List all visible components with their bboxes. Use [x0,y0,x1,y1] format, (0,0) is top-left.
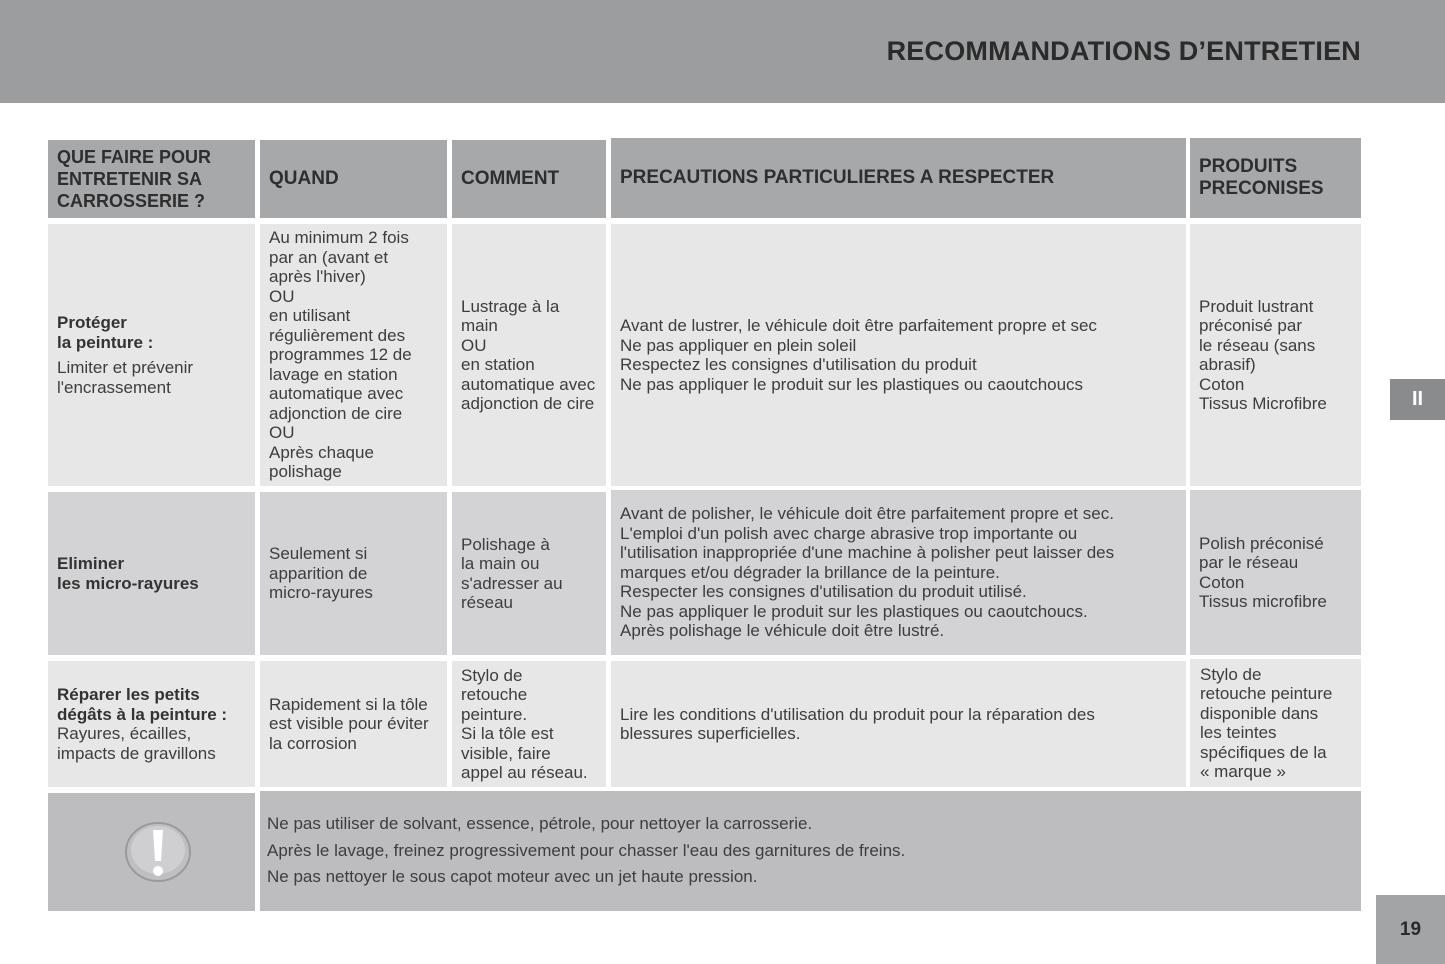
row1-when-line: lavage en station [269,364,398,384]
row3-precautions [611,661,1186,787]
row2-precautions-line: L'emploi d'un polish avec charge abrasive trop importante ou [620,523,1078,543]
row1-precautions-line: Respectez les consignes d'utilisation du produit [620,355,977,374]
row1-when-line: par an (avant et [269,247,389,267]
row1-precautions-line: Avant de lustrer, le véhicule doit être parfaitement propre et sec [620,316,1097,335]
row3-how-line: Si la tôle est [461,724,554,743]
row1-when-line: après l'hiver) [269,267,366,287]
row1-products-line: Coton [1199,374,1245,394]
row1-how-line: OU [461,335,487,355]
header-what-line: CARROSSERIE ? [57,191,206,211]
warning-exclamation-icon [124,820,192,884]
row3-when [260,661,447,787]
header-precautions: PRECAUTIONS PARTICULIERES A RESPECTER [611,138,1186,218]
row2-how-line: réseau [461,593,513,612]
row1-how [452,224,606,486]
row2-products [1190,490,1361,655]
row2-precautions-line: Ne pas appliquer le produit sur les plastiques ou caoutchoucs. [620,601,1088,621]
row1-products [1190,224,1361,486]
row2-precautions-line: l'utilisation inappropriée d'une machine à polisher peut laisser des [620,543,1115,563]
row1-products-line: le réseau (sans [1199,335,1316,355]
row3-when-line: Rapidement si la tôle [269,694,428,714]
row2-what-title-line: les micro-rayures [57,573,199,593]
row1-when-line: Après chaque [269,442,374,462]
page-number: 19 [1376,895,1445,964]
row1-what-title-line: la peinture : [57,332,154,352]
row1-when-line: programmes 12 de [269,345,412,365]
row1-when-line: OU [269,286,295,306]
row3-what-text-line: Rayures, écailles, [57,724,192,743]
row3-how-line: peinture. [461,704,528,724]
row1-when-line: polishage [269,462,342,482]
row3-precautions-line: Lire les conditions d'utilisation du produit pour la réparation des [620,704,1095,724]
row3-what-title-line: dégâts à la peinture : [57,704,228,724]
row1-what-title [57,313,247,352]
row1-what-text-line: Limiter et prévenir [57,358,194,377]
row2-precautions-line: Après polishage le véhicule doit être lustré. [620,621,945,641]
row1-how-line: automatique avec [461,374,596,394]
row1-how-line: main [461,316,498,335]
row1-when-line: régulièrement des [269,325,406,345]
row3-products-line: « marque » [1200,762,1286,781]
warning-text-line: Après le lavage, freinez progressivement pour chasser l'eau des garnitures de freins. [267,840,906,860]
row3-when-line: est visible pour éviter [269,714,429,734]
row1-what-text [57,358,247,397]
row2-when-line: apparition de [269,563,368,583]
header-when: QUAND [260,140,447,218]
row2-when-line: Seulement si [269,544,368,564]
row3-precautions-line: blessures superficielles. [620,724,801,743]
row2-how-line: la main ou [461,554,540,573]
row3-how-line: visible, faire [461,743,551,763]
warning-text [260,791,1361,911]
row1-products-line: préconisé par [1199,316,1303,335]
row3-how-line: retouche [461,685,528,704]
row2-when [260,492,447,655]
row1-precautions-line: Ne pas appliquer le produit sur les plastiques ou caoutchoucs [620,374,1084,394]
header-what-line: QUE FAIRE POUR [57,147,212,167]
row1-when-line: automatique avec [269,384,404,404]
row3-what-title [57,685,247,724]
row2-products-line: Tissus microfibre [1199,592,1327,611]
row2-precautions-line: Respecter les consignes d'utilisation du produit utilisé. [620,582,1027,602]
warning-text-line: Ne pas nettoyer le sous capot moteur avec un jet haute pression. [267,867,758,887]
row1-what-text-line: l'encrassement [57,377,171,397]
header-how: COMMENT [452,140,606,218]
row2-how-line: Polishage à [461,534,550,554]
row1-how-line: en station [461,355,535,374]
row2-what-title-line: Eliminer [57,554,125,573]
row1-products-line: abrasif) [1199,355,1256,374]
header-what [48,140,255,218]
row2-how-line: s'adresser au [461,573,563,593]
row2-precautions-line: marques et/ou dégrader la brillance de la peinture. [620,562,1000,582]
row3-products-line: spécifiques de la [1200,742,1327,762]
page-title: RECOMMANDATIONS D’ENTRETIEN [886,36,1361,66]
row1-when-line: adjonction de cire [269,403,403,423]
header-products-line: PRECONISES [1199,178,1324,199]
row1-precautions [611,224,1186,486]
row2-what-title [57,554,247,593]
row2-precautions-line: Avant de polisher, le véhicule doit être parfaitement propre et sec. [620,504,1114,524]
row2-products-line: Coton [1199,572,1245,592]
row3-how [452,661,606,787]
row3-products-line: disponible dans [1200,703,1319,723]
header-what-line: ENTRETENIR SA [57,169,203,189]
header-products [1190,138,1361,218]
header-products-line: PRODUITS [1199,156,1298,177]
row3-what-text-line: impacts de gravillons [57,743,216,763]
row1-when-line: Au minimum 2 fois [269,228,409,248]
row3-products [1190,659,1361,787]
chapter-tab[interactable]: II [1390,379,1445,420]
row3-what [48,661,255,787]
warning-text-line: Ne pas utiliser de solvant, essence, pétrole, pour nettoyer la carrosserie. [267,814,813,834]
row3-how-line: appel au réseau. [461,763,588,782]
row2-when-line: micro-rayures [269,583,373,603]
row3-what-title-line: Réparer les petits [57,685,200,704]
row2-products-line: par le réseau [1199,553,1299,572]
row1-when [260,224,447,486]
row3-products-line: Stylo de [1200,664,1262,684]
row3-when-line: la corrosion [269,733,357,753]
row1-when-line: OU [269,423,295,443]
row3-products-line: retouche peinture [1200,684,1333,703]
row1-how-line: adjonction de cire [461,394,595,413]
row1-when-line: en utilisant [269,306,351,326]
row1-how-line: Lustrage à la [461,296,560,316]
row1-products-line: Produit lustrant [1199,296,1314,316]
row2-products-line: Polish préconisé [1199,533,1324,553]
row2-what [48,492,255,655]
row3-what-text [57,724,247,763]
row3-how-line: Stylo de [461,665,523,685]
row1-what [48,224,255,486]
row1-products-line: Tissus Microfibre [1199,394,1327,413]
row3-products-line: les teintes [1200,723,1277,742]
row1-precautions-line: Ne pas appliquer en plein soleil [620,335,857,355]
row2-how [452,492,606,655]
row2-precautions [611,490,1186,655]
row1-what-title-line: Protéger [57,313,127,332]
